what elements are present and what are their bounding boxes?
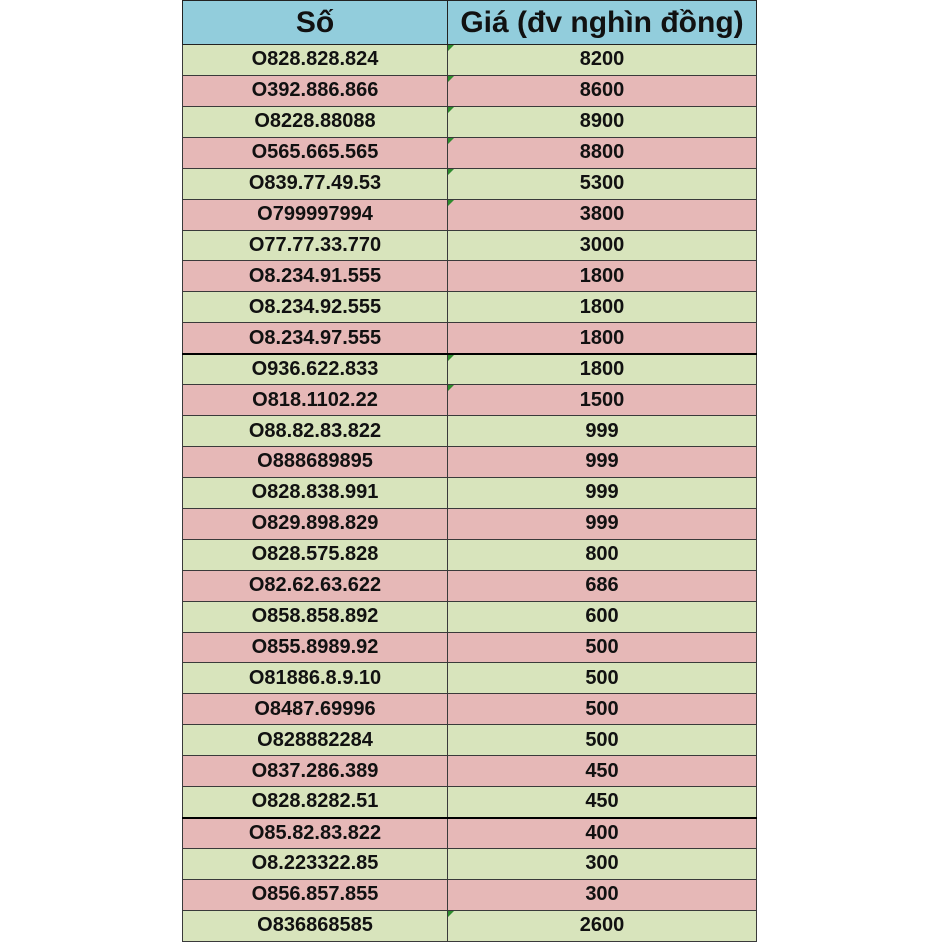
table-row — [183, 106, 757, 137]
table-row — [183, 261, 757, 292]
cell-number: O392.886.866 — [183, 75, 448, 106]
cell-number: O855.8989.92 — [183, 632, 448, 663]
table-row — [183, 137, 757, 168]
cell-price: 600 — [448, 601, 757, 632]
cell-price: 300 — [448, 879, 757, 910]
cell-price: 1500 — [448, 385, 757, 416]
table-header — [183, 1, 757, 45]
cell-number: O81886.8.9.10 — [183, 663, 448, 694]
cell-price: 1800 — [448, 292, 757, 323]
cell-price: 8200 — [448, 45, 757, 76]
cell-price: 999 — [448, 446, 757, 477]
cell-price: 5300 — [448, 168, 757, 199]
cell-number: O8.234.97.555 — [183, 323, 448, 354]
cell-price: 8900 — [448, 106, 757, 137]
cell-number: O858.858.892 — [183, 601, 448, 632]
table-row — [183, 292, 757, 323]
cell-price: 3000 — [448, 230, 757, 261]
cell-number: O936.622.833 — [183, 354, 448, 385]
cell-price: 8600 — [448, 75, 757, 106]
table-row — [183, 75, 757, 106]
cell-number: O828.838.991 — [183, 477, 448, 508]
cell-number: O837.286.389 — [183, 756, 448, 787]
cell-price: 500 — [448, 663, 757, 694]
cell-price: 999 — [448, 477, 757, 508]
cell-price: 1800 — [448, 323, 757, 354]
cell-number: O828.575.828 — [183, 539, 448, 570]
cell-price: 500 — [448, 632, 757, 663]
cell-price: 999 — [448, 416, 757, 447]
cell-number: O828882284 — [183, 725, 448, 756]
table-row — [183, 168, 757, 199]
table-row — [183, 199, 757, 230]
table-row — [183, 601, 757, 632]
table-row — [183, 787, 757, 818]
cell-number: O8.223322.85 — [183, 848, 448, 879]
table-row — [183, 910, 757, 941]
table-row — [183, 416, 757, 447]
cell-price: 3800 — [448, 199, 757, 230]
cell-price: 500 — [448, 725, 757, 756]
cell-number: O8487.69996 — [183, 694, 448, 725]
table-row — [183, 477, 757, 508]
cell-number: O828.828.824 — [183, 45, 448, 76]
cell-number: O829.898.829 — [183, 508, 448, 539]
cell-price: 1800 — [448, 261, 757, 292]
table-body — [183, 45, 757, 942]
cell-price: 1800 — [448, 354, 757, 385]
table-row — [183, 508, 757, 539]
cell-number: O836868585 — [183, 910, 448, 941]
cell-number: O818.1102.22 — [183, 385, 448, 416]
cell-number: O8.234.92.555 — [183, 292, 448, 323]
cell-number: O8.234.91.555 — [183, 261, 448, 292]
table-row — [183, 385, 757, 416]
table-row — [183, 323, 757, 354]
table-row — [183, 45, 757, 76]
cell-number: O888689895 — [183, 446, 448, 477]
cell-number: O8228.88088 — [183, 106, 448, 137]
table-row — [183, 539, 757, 570]
cell-price: 2600 — [448, 910, 757, 941]
table-row — [183, 570, 757, 601]
cell-price: 450 — [448, 787, 757, 818]
table-row — [183, 756, 757, 787]
cell-number: O828.8282.51 — [183, 787, 448, 818]
cell-number: O856.857.855 — [183, 879, 448, 910]
cell-number: O799997994 — [183, 199, 448, 230]
table-row — [183, 663, 757, 694]
cell-number: O77.77.33.770 — [183, 230, 448, 261]
table-row — [183, 725, 757, 756]
header-number: Số — [183, 1, 448, 45]
table-row — [183, 230, 757, 261]
table-row — [183, 879, 757, 910]
cell-price: 999 — [448, 508, 757, 539]
cell-number: O85.82.83.822 — [183, 818, 448, 849]
cell-number: O839.77.49.53 — [183, 168, 448, 199]
table-row — [183, 694, 757, 725]
table-row — [183, 632, 757, 663]
cell-price: 500 — [448, 694, 757, 725]
price-table — [182, 0, 757, 942]
cell-price: 800 — [448, 539, 757, 570]
cell-price: 300 — [448, 848, 757, 879]
table-row — [183, 818, 757, 849]
cell-number: O82.62.63.622 — [183, 570, 448, 601]
table-row — [183, 446, 757, 477]
table-row — [183, 848, 757, 879]
cell-price: 8800 — [448, 137, 757, 168]
header-row — [183, 1, 757, 45]
cell-number: O565.665.565 — [183, 137, 448, 168]
cell-price: 400 — [448, 818, 757, 849]
header-price: Giá (đv nghìn đồng) — [448, 1, 757, 45]
cell-price: 450 — [448, 756, 757, 787]
cell-number: O88.82.83.822 — [183, 416, 448, 447]
cell-price: 686 — [448, 570, 757, 601]
table-row — [183, 354, 757, 385]
